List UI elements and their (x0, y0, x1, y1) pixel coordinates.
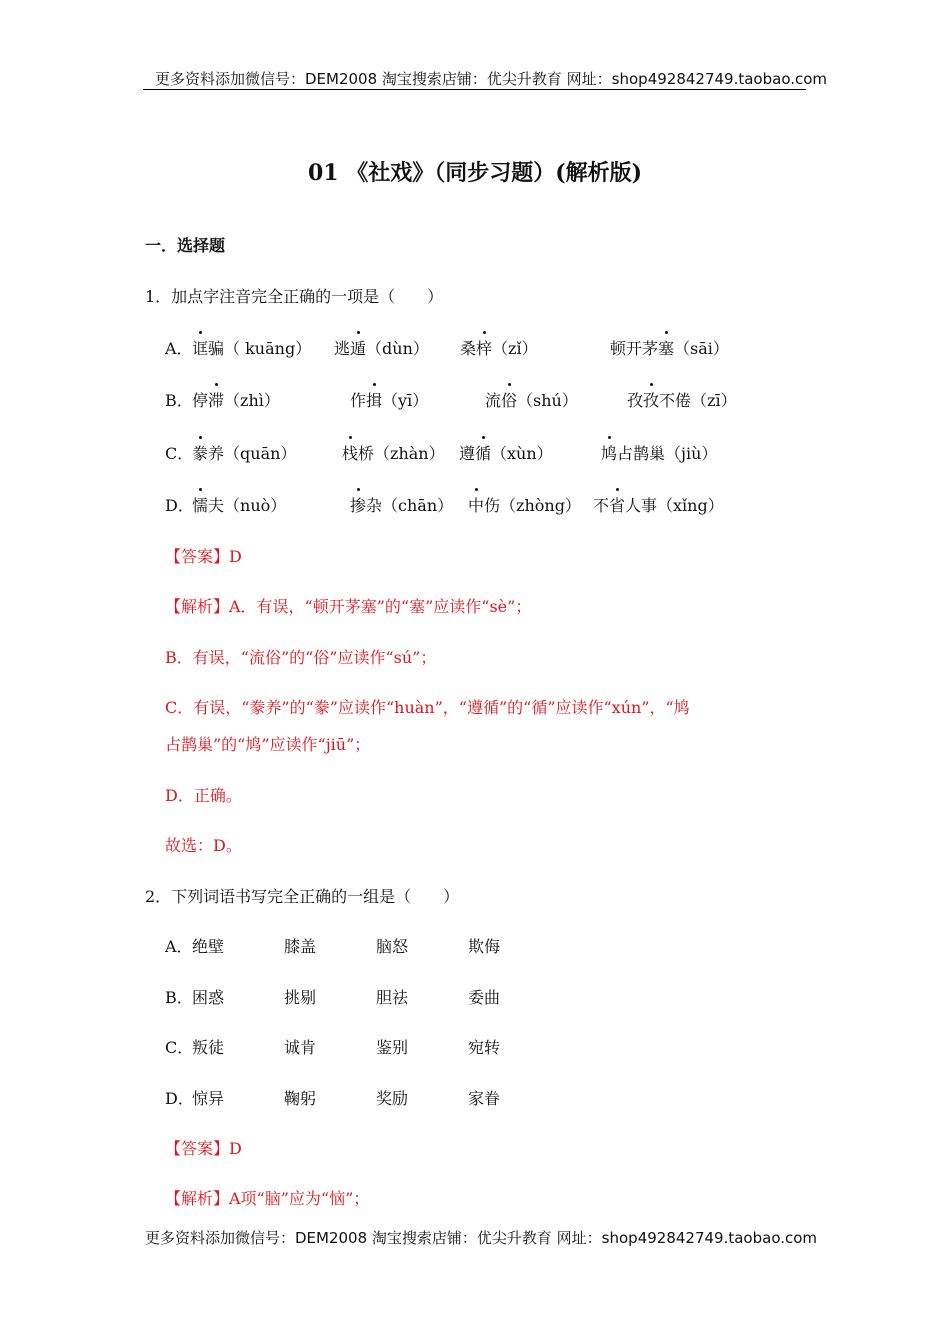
emphasis-dot-char: 循 (475, 441, 491, 464)
option-word: 委曲 (468, 988, 501, 1007)
question-2-answer: 【答案】D (165, 1139, 242, 1158)
option-label: B． (165, 391, 193, 410)
option-item: 豢养（quān） (192, 441, 296, 464)
question-1-analysis-line: D．正确。 (165, 786, 242, 805)
option-item: 逃遁（dùn） (334, 336, 429, 359)
emphasis-dot-char: 揖 (366, 388, 382, 411)
option-item: 桑梓（zǐ） (460, 336, 538, 359)
option-item: 鸠占鹊巢（jiù） (601, 441, 717, 464)
option-item: 栈桥（zhàn） (342, 441, 445, 464)
emphasis-dot-char: 省 (609, 493, 625, 516)
option-item: 遵循（xùn） (459, 441, 553, 464)
emphasis-dot-char: 鸠 (601, 441, 617, 464)
option-item: 中伤（zhòng） (468, 493, 581, 516)
option-label: A． (165, 339, 193, 358)
question-1-analysis-line: B．有误，“流俗”的“俗”应读作“sú”； (165, 648, 437, 667)
emphasis-dot-char: 俗 (501, 388, 517, 411)
question-1-analysis-line: 故选：D。 (165, 836, 242, 855)
option-word: 绝壁 (192, 937, 225, 956)
option-word: 脑怒 (376, 937, 409, 956)
emphasis-dot-char: 梓 (476, 336, 492, 359)
option-label: A． (165, 937, 193, 956)
question-1-stem: 1．加点字注音完全正确的一项是（ ） (145, 287, 444, 306)
option-label: C． (165, 1038, 194, 1057)
page-header: 更多资料添加微信号：DEM2008 淘宝搜索店铺：优尖升教育 网址：shop492842749.taobao.com (155, 70, 828, 88)
option-item: 掺杂（chān） (350, 493, 453, 516)
emphasis-dot-char: 中 (468, 493, 484, 516)
option-word: 宛转 (468, 1038, 501, 1057)
emphasis-dot-char: 塞 (658, 336, 674, 359)
question-1-analysis-line: 占鹊巢”的“鸠”应读作“jiū”； (165, 735, 371, 754)
document-title: 01 《社戏》（同步习题）(解析版) (307, 160, 643, 186)
option-word: 诚肯 (284, 1038, 317, 1057)
option-word: 困惑 (192, 988, 225, 1007)
option-label: D． (165, 1089, 194, 1108)
emphasis-dot-char: 诓 (192, 336, 208, 359)
question-2-stem: 2．下列词语书写完全正确的一组是（ ） (145, 887, 460, 906)
option-item: 顿开茅塞（sāi） (610, 336, 729, 359)
question-1-analysis-line: 【解析】A．有误，“顿开茅塞”的“塞”应读作“sè”； (165, 597, 532, 616)
option-word: 挑剔 (284, 988, 317, 1007)
option-item: 作揖（yī） (350, 388, 428, 411)
option-label: B． (165, 988, 193, 1007)
option-word: 膝盖 (284, 937, 317, 956)
option-item: 停滞（zhì） (192, 388, 280, 411)
option-item: 流俗（shú） (485, 388, 578, 411)
option-item: 诓骗（ kuāng） (192, 336, 311, 359)
emphasis-dot-char: 滞 (208, 388, 224, 411)
emphasis-dot-char: 孜 (643, 388, 659, 411)
option-word: 惊异 (192, 1089, 225, 1108)
section-heading: 一．选择题 (145, 236, 226, 255)
question-1-analysis-line: C．有误，“豢养”的“豢”应读作“huàn”，“遵循”的“循”应读作“xún”，“鸠 (165, 698, 690, 717)
option-item: 不省人事（xǐng） (593, 493, 724, 516)
option-label: D． (165, 496, 194, 515)
option-word: 鞠躬 (284, 1089, 317, 1108)
option-item: 懦夫（nuò） (192, 493, 286, 516)
question-2-analysis: 【解析】A项“脑”应为“恼”； (165, 1189, 370, 1208)
page-footer: 更多资料添加微信号：DEM2008 淘宝搜索店铺：优尖升教育 网址：shop492842749.taobao.com (145, 1229, 818, 1247)
emphasis-dot-char: 豢 (192, 441, 208, 464)
option-word: 叛徒 (192, 1038, 225, 1057)
emphasis-dot-char: 掺 (350, 493, 366, 516)
question-1-answer: 【答案】D (165, 547, 242, 566)
emphasis-dot-char: 遁 (350, 336, 366, 359)
option-word: 家眷 (468, 1089, 501, 1108)
option-word: 欺侮 (468, 937, 501, 956)
emphasis-dot-char: 栈 (342, 441, 358, 464)
option-word: 鉴别 (376, 1038, 409, 1057)
option-word: 胆祛 (376, 988, 409, 1007)
option-word: 奖励 (376, 1089, 409, 1108)
header-divider (143, 89, 806, 90)
option-item: 孜孜不倦（zī） (627, 388, 737, 411)
emphasis-dot-char: 懦 (192, 493, 208, 516)
option-label: C． (165, 444, 194, 463)
